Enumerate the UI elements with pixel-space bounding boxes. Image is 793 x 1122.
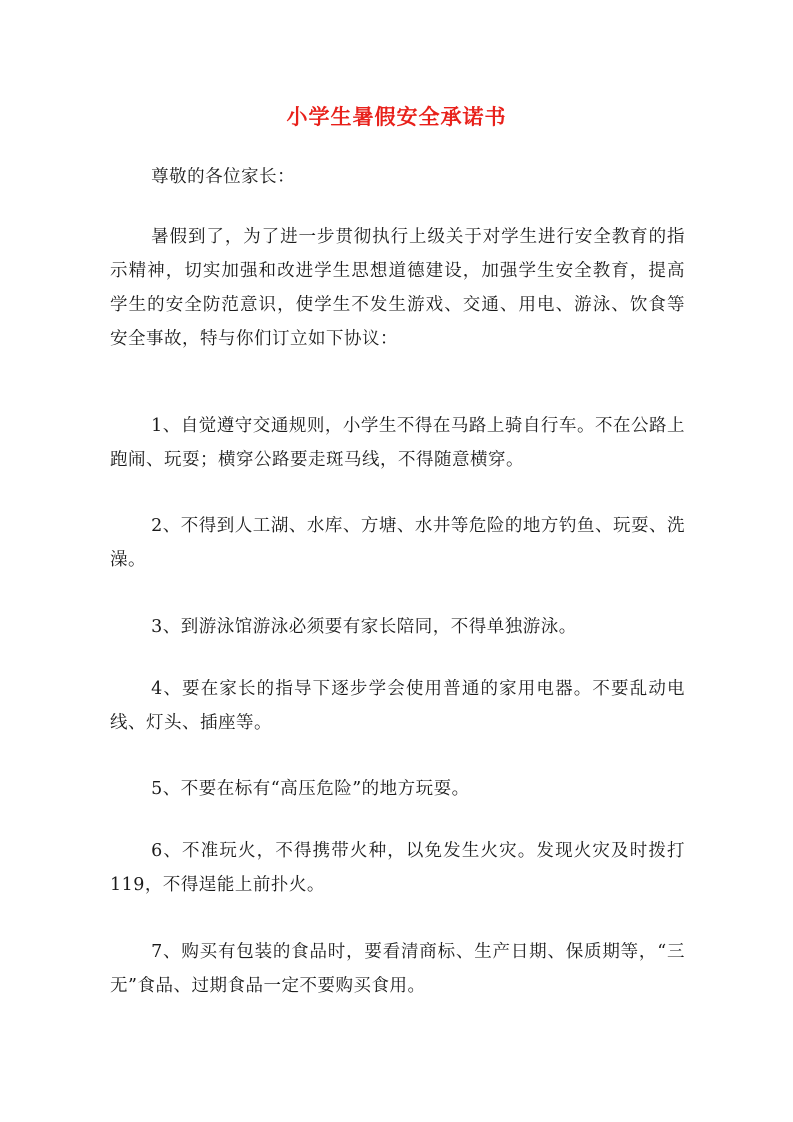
document-title: 小学生暑假安全承诺书: [286, 104, 507, 129]
agreement-item: 4、要在家长的指导下逐步学会使用普通的家用电器。不要乱动电线、灯头、插座等。: [110, 679, 685, 733]
agreement-item: 7、购买有包装的食品时，要看清商标、生产日期、保质期等，“三无”食品、过期食品一定不要购买食用。: [110, 942, 685, 996]
intro-paragraph: 暑假到了，为了进一步贯彻执行上级关于对学生进行安全教育的指示精神，切实加强和改进学生思想道德建设，加强学生安全教育，提高学生的安全防范意识，使学生不发生游戏、交通、用电、游泳、饮食等安全事故，特与你们订立如下协议：: [110, 227, 685, 349]
agreement-item: 6、不准玩火，不得携带火种，以免发生火灾。发现火灾及时拨打 119，不得逞能上前扑火。: [110, 841, 685, 895]
agreement-item: 3、到游泳馆游泳必须要有家长陪同，不得单独游泳。: [151, 617, 577, 637]
agreement-item: 2、不得到人工湖、水库、方塘、水井等危险的地方钓鱼、玩耍、洗澡。: [110, 516, 685, 570]
agreement-item: 5、不要在标有“高压危险”的地方玩耍。: [151, 779, 470, 799]
agreement-item: 1、自觉遵守交通规则，小学生不得在马路上骑自行车。不在公路上跑闹、玩耍；横穿公路要走斑马线，不得随意横穿。: [110, 416, 685, 470]
greeting-paragraph: 尊敬的各位家长：: [151, 167, 296, 187]
